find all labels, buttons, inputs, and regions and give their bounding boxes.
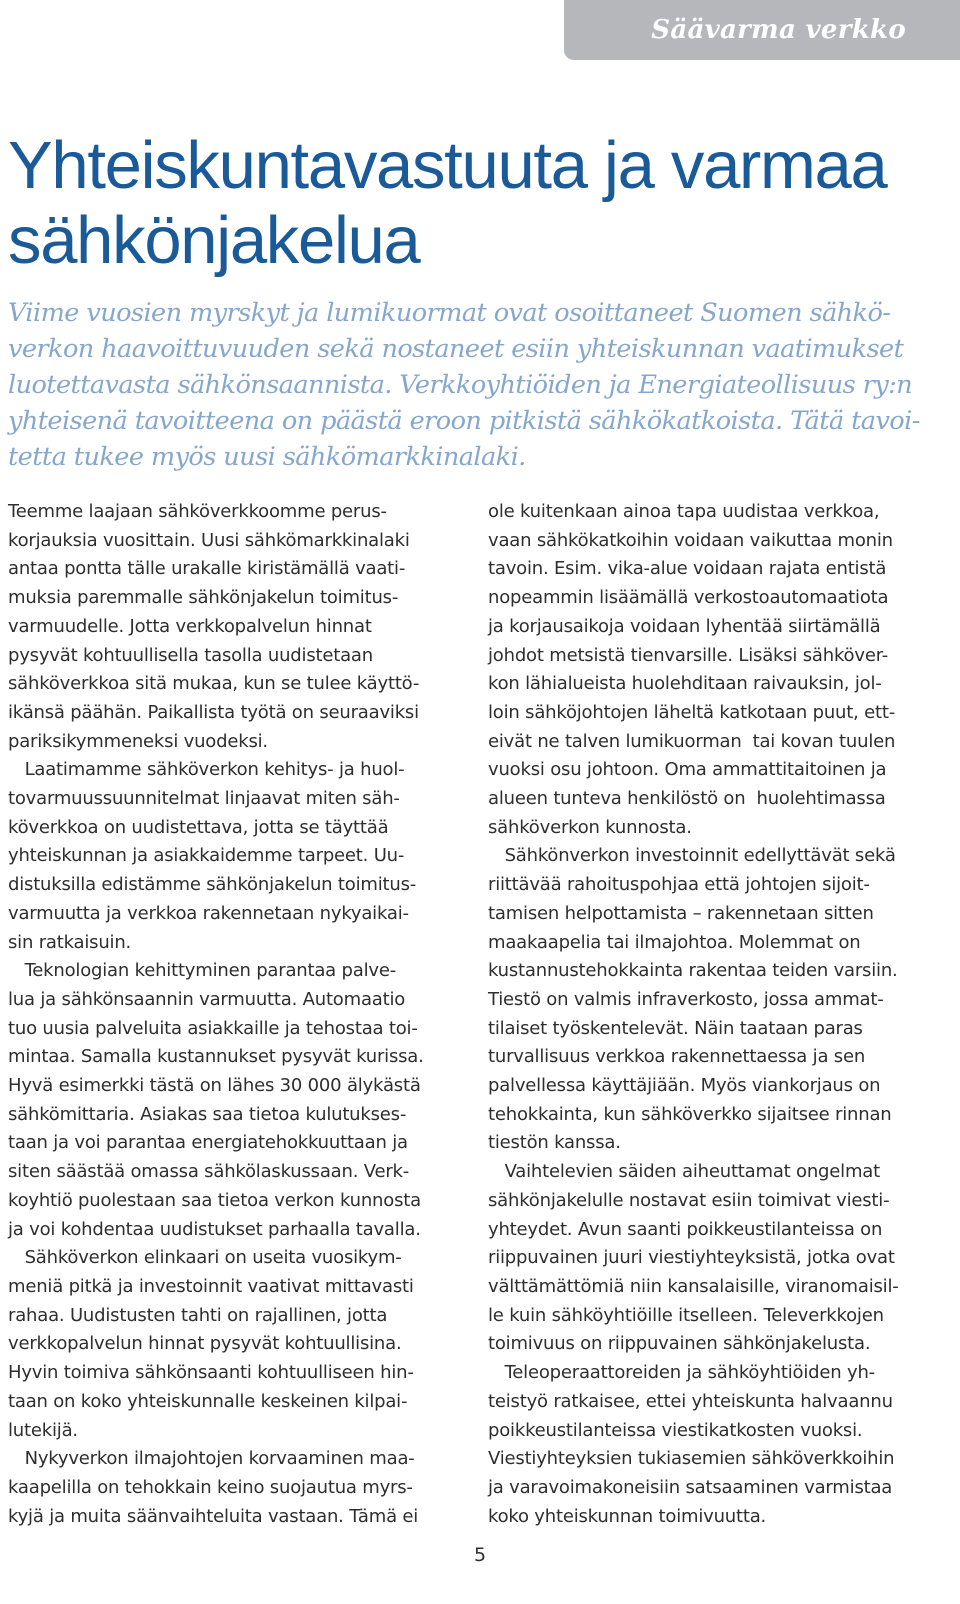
body-text-line: tavoin. Esim. vika-alue voidaan rajata entistä <box>488 558 887 580</box>
body-text-line: Sähkönverkon investoinnit edellyttävät sekä <box>488 845 896 867</box>
body-text-line: kustannustehokkainta rakentaa teiden varsiin. <box>488 960 898 982</box>
body-text-line: varmuutta ja verkkoa rakennetaan nykyaikai- <box>8 902 409 924</box>
body-text-line: alueen tunteva henkilöstö on huolehtimassa <box>488 788 886 810</box>
body-text-line: tuo uusia palveluita asiakkaille ja tehostaa toi- <box>8 1017 418 1039</box>
body-text-line: siten säästää omassa sähkölaskussaan. Verk- <box>8 1161 410 1183</box>
body-text-line: palvellessa käyttäjiään. Myös viankorjaus on <box>488 1075 881 1097</box>
body-text-line: Laatimamme sähköverkon kehitys- ja huol- <box>8 759 405 781</box>
body-text-line: tamisen helpottamista – rakennetaan sitten <box>488 902 874 924</box>
body-text-line: vaan sähkökatkoihin voidaan vaikuttaa monin <box>488 529 893 551</box>
body-text-line: kon lähialueista huolehditaan raivauksin, jol- <box>488 673 882 695</box>
body-text-line: Teemme laajaan sähköverkkoomme perus- <box>8 501 387 522</box>
body-text-line: Sähköverkon elinkaari on useita vuosikym- <box>8 1247 402 1269</box>
body-text-line: johdot metsistä tienvarsille. Lisäksi sähköver- <box>488 644 889 666</box>
body-text-line: lua ja sähkönsaannin varmuutta. Automaatio <box>8 988 406 1010</box>
body-text-line: Teknologian kehittyminen parantaa palve- <box>8 960 397 982</box>
body-text-line: koyhtiö puolestaan saa tietoa verkon kunnosta <box>8 1189 421 1211</box>
body-text-line: Viestiyhteyksien tukiasemien sähköverkkoihin <box>488 1448 895 1470</box>
body-text-line: tilaiset työskentelevät. Näin taataan paras <box>488 1017 863 1039</box>
body-text-line: tehokkainta, kun sähköverkko sijaitsee rinnan <box>488 1103 892 1125</box>
body-text-line: taan on koko yhteiskunnalle keskeinen kilpai- <box>8 1390 408 1412</box>
body-text-line: eivät ne talven lumikuorman tai kovan tuulen <box>488 730 896 752</box>
body-text-line: loin sähköjohtojen läheltä katkotaan puut, ett- <box>488 701 896 723</box>
body-text-line: distuksilla edistämme sähkönjakelun toimitus- <box>8 874 417 896</box>
body-column-left <box>8 498 458 1531</box>
body-text-line: riippuvainen juuri viestiyhteyksistä, jotka ovat <box>488 1247 895 1269</box>
body-text-line: sähköverkon kunnosta. <box>488 816 692 838</box>
body-text-line: taan ja voi parantaa energiatehokkuuttaan ja <box>8 1132 408 1154</box>
body-text-line: turvallisuus verkkoa rakennettaessa ja sen <box>488 1046 866 1068</box>
body-text-line: sähkönjakelulle nostavat esiin toimivat viesti- <box>488 1189 890 1211</box>
body-text-line: lutekijä. <box>8 1419 78 1441</box>
body-text-line: sin ratkaisuin. <box>8 931 132 953</box>
body-text-line: maakaapelia tai ilmajohtoa. Molemmat on <box>488 931 861 953</box>
body-text-line: Nykyverkon ilmajohtojen korvaaminen maa- <box>8 1448 415 1470</box>
body-text-line: ja korjausaikoja voidaan lyhentää siirtämällä <box>488 615 881 637</box>
body-text-line: antaa pontta tälle urakalle kiristämällä vaati- <box>8 558 406 580</box>
body-text-line: pysyvät kohtuullisella tasolla uudistetaan <box>8 644 373 666</box>
body-text-line: välttämättömiä niin kansalaisille, viranomaisil- <box>488 1275 899 1297</box>
body-text-line: le kuin sähköyhtiöille itselleen. Televerkkojen <box>488 1304 884 1326</box>
lead-line: verkon haavoittuvuuden sekä nostaneet esiin yhteiskunnan vaatimukset <box>8 334 904 364</box>
section-tab-label: Säävarma verkko <box>651 15 906 45</box>
body-text-line: tiestön kanssa. <box>488 1132 621 1154</box>
article-title-line: sähkönjakelua <box>8 203 420 278</box>
article-lead <box>8 295 948 475</box>
body-text-line: verkkopalvelun hinnat pysyvät kohtuullisina. <box>8 1333 402 1355</box>
body-text-line: köverkkoa on uudistettava, jotta se täyttää <box>8 816 389 838</box>
body-column-right <box>488 498 938 1531</box>
body-text-line: toimivuus on riippuvainen sähkönjakelusta. <box>488 1333 871 1355</box>
body-text-line: muksia paremmalle sähkönjakelun toimitus- <box>8 587 399 609</box>
body-text-line: riittävää rahoituspohjaa että johtojen sijoit- <box>488 874 870 896</box>
body-text-line: poikkeustilanteissa viestikatkosten vuoksi. <box>488 1419 863 1441</box>
body-text-line: ikänsä päähän. Paikallista työtä on seuraaviksi <box>8 701 419 723</box>
lead-line: luotettavasta sähkönsaannista. Verkkoyhtiöiden ja Energiateollisuus ry:n <box>8 370 913 400</box>
body-text-line: Hyvä esimerkki tästä on lähes 30 000 älykästä <box>8 1075 421 1097</box>
lead-line: yhteisenä tavoitteena on päästä eroon pitkistä sähkökatkoista. Tätä tavoi- <box>8 406 920 436</box>
body-text-line: rahaa. Uudistusten tahti on rajallinen, jotta <box>8 1304 388 1326</box>
lead-line: Viime vuosien myrskyt ja lumikuormat ovat osoittaneet Suomen sähkö- <box>8 298 891 328</box>
body-text-line: varmuudelle. Jotta verkkopalvelun hinnat <box>8 615 372 637</box>
body-text-line: pariksikymmeneksi vuodeksi. <box>8 730 268 752</box>
body-text-line: yhteiskunnan ja asiakkaidemme tarpeet. Uu- <box>8 845 405 867</box>
body-text-line: Tiestö on valmis infraverkosto, jossa ammat- <box>488 988 884 1010</box>
body-text-line: korjauksia vuosittain. Uusi sähkömarkkinalaki <box>8 529 410 551</box>
body-text-line: Hyvin toimiva sähkönsaanti kohtuulliseen hin- <box>8 1362 414 1384</box>
body-text-line: vuoksi osu johtoon. Oma ammattitaitoinen ja <box>488 759 887 781</box>
body-text-line: ja varavoimakoneisiin satsaaminen varmistaa <box>488 1476 893 1498</box>
body-text-line: nopeammin lisäämällä verkostoautomaatiota <box>488 587 889 609</box>
body-text-line: meniä pitkä ja investoinnit vaativat mittavasti <box>8 1275 414 1297</box>
body-text-line: kyjä ja muita säänvaihteluita vastaan. Tämä ei <box>8 1505 419 1527</box>
section-tab <box>564 0 960 60</box>
page-number: 5 <box>473 1544 487 1566</box>
body-text-line: mintaa. Samalla kustannukset pysyvät kurissa. <box>8 1046 424 1068</box>
body-text-line: yhteydet. Avun saanti poikkeustilanteissa on <box>488 1218 883 1240</box>
body-text-line: ja voi kohdentaa uudistukset parhaalla tavalla. <box>8 1218 421 1240</box>
body-text-line: ole kuitenkaan ainoa tapa uudistaa verkkoa, <box>488 501 880 522</box>
body-text-line: teistyö ratkaisee, ettei yhteiskunta halvaannu <box>488 1390 893 1412</box>
body-text-line: sähkömittaria. Asiakas saa tietoa kulutukses- <box>8 1103 407 1125</box>
body-text-line: Teleoperaattoreiden ja sähköyhtiöiden yh- <box>488 1362 875 1384</box>
article-title <box>8 128 948 278</box>
body-text-line: tovarmuussuunnitelmat linjaavat miten säh- <box>8 788 400 810</box>
body-text-line: Vaihtelevien säiden aiheuttamat ongelmat <box>488 1161 880 1183</box>
body-text-line: kaapelilla on tehokkain keino suojautua myrs- <box>8 1476 413 1498</box>
lead-line: tetta tukee myös uusi sähkömarkkinalaki. <box>8 442 526 472</box>
body-text-line: koko yhteiskunnan toimivuutta. <box>488 1505 767 1527</box>
body-text-line: sähköverkkoa sitä mukaa, kun se tulee käyttö- <box>8 673 420 695</box>
article-title-line: Yhteiskuntavastuuta ja varmaa <box>8 128 887 203</box>
